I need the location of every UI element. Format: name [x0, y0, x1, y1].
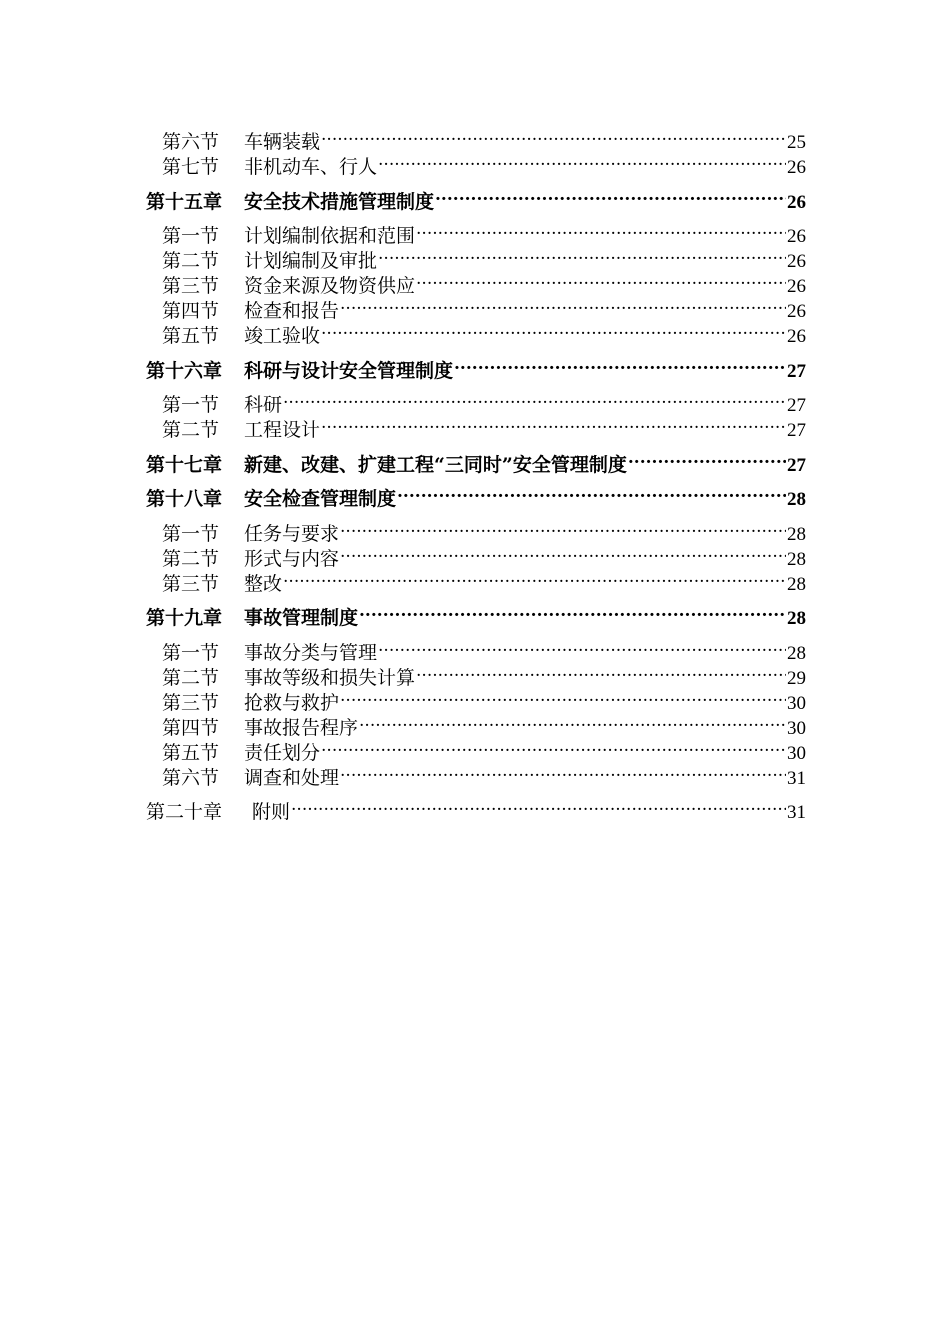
- toc-entry-label: 第五节: [162, 325, 220, 347]
- toc-entry-label: 第一节: [162, 642, 220, 664]
- toc-entry-label: 第二节: [162, 419, 220, 441]
- toc-entry-label: 第十八章: [146, 488, 223, 510]
- dot-leader: [283, 565, 786, 590]
- toc-entry-title: 安全技术措施管理制度: [244, 191, 435, 213]
- dot-leader: [628, 446, 786, 471]
- toc-entry-title: 安全检查管理制度: [244, 488, 397, 510]
- toc-entry-title: 事故报告程序: [244, 717, 359, 739]
- toc-entry-page: 26: [787, 157, 806, 178]
- toc-entry[interactable]: [162, 148, 806, 178]
- dot-leader: [359, 599, 786, 624]
- toc-entry-title: 整改: [244, 573, 283, 595]
- toc-entry-title: 附则: [252, 801, 291, 823]
- toc-entry-label: 第十五章: [146, 191, 223, 213]
- toc-entry-page: 31: [787, 802, 806, 823]
- toc-entry-title: 事故等级和损失计算: [244, 667, 416, 689]
- dot-leader: [340, 292, 786, 317]
- toc-chapter-entry[interactable]: [146, 793, 806, 823]
- toc-entry-title: 责任划分: [244, 742, 321, 764]
- toc-entry-title: 工程设计: [244, 419, 321, 441]
- toc-entry-label: 第三节: [162, 692, 220, 714]
- dot-leader: [416, 267, 786, 292]
- toc-entry[interactable]: [162, 734, 806, 764]
- toc-entry-page: 26: [787, 226, 806, 247]
- toc-entry-title: 形式与内容: [244, 548, 340, 570]
- toc-entry-page: 27: [787, 361, 806, 382]
- toc-entry-label: 第二十章: [146, 801, 223, 823]
- dot-leader: [340, 540, 786, 565]
- dot-leader: [283, 386, 786, 411]
- toc-entry-page: 26: [787, 192, 806, 213]
- dot-leader: [340, 759, 786, 784]
- toc-entry-page: 25: [787, 132, 806, 153]
- dot-leader: [397, 480, 786, 505]
- toc-chapter-entry[interactable]: [146, 480, 806, 510]
- toc-entry[interactable]: [162, 684, 806, 714]
- toc-chapter-entry[interactable]: [146, 352, 806, 382]
- toc-entry-label: 第四节: [162, 717, 220, 739]
- toc-chapter-entry[interactable]: [146, 446, 806, 476]
- dot-leader: [340, 515, 786, 540]
- toc-entry-label: 第三节: [162, 275, 220, 297]
- toc-entry-label: 第六节: [162, 131, 220, 153]
- toc-chapter-entry[interactable]: [146, 599, 806, 629]
- toc-entry-title: 抢救与救护: [244, 692, 340, 714]
- toc-entry[interactable]: [162, 709, 806, 739]
- toc-entry-page: 28: [787, 608, 806, 629]
- toc-entry-title: 车辆装载: [244, 131, 321, 153]
- dot-leader: [321, 317, 786, 342]
- toc-entry-title: 非机动车、行人: [244, 156, 378, 178]
- dot-leader: [321, 411, 786, 436]
- toc-entry-page: 30: [787, 718, 806, 739]
- toc-entry-page: 26: [787, 276, 806, 297]
- toc-entry-label: 第一节: [162, 225, 220, 247]
- toc-entry[interactable]: [162, 659, 806, 689]
- toc-entry[interactable]: [162, 565, 806, 595]
- dot-leader: [378, 634, 786, 659]
- toc-entry-title: 科研与设计安全管理制度: [244, 360, 454, 382]
- toc-entry[interactable]: [162, 217, 806, 247]
- toc-entry-label: 第十九章: [146, 607, 223, 629]
- toc-entry-title: 调查和处理: [244, 767, 340, 789]
- toc-entry-label: 第二节: [162, 548, 220, 570]
- toc-entry[interactable]: [162, 386, 806, 416]
- toc-entry-title: 计划编制依据和范围: [244, 225, 416, 247]
- toc-entry-page: 26: [787, 326, 806, 347]
- toc-entry-title: 竣工验收: [244, 325, 321, 347]
- toc-entry[interactable]: [162, 540, 806, 570]
- toc-entry-page: 26: [787, 251, 806, 272]
- dot-leader: [321, 123, 786, 148]
- toc-entry-label: 第七节: [162, 156, 220, 178]
- toc-entry-title: 计划编制及审批: [244, 250, 378, 272]
- toc-entry[interactable]: [162, 411, 806, 441]
- toc-entry-page: 29: [787, 668, 806, 689]
- dot-leader: [359, 709, 786, 734]
- toc-entry-label: 第四节: [162, 300, 220, 322]
- toc-entry-page: 28: [787, 524, 806, 545]
- toc-entry-label: 第六节: [162, 767, 220, 789]
- toc-entry-page: 27: [787, 395, 806, 416]
- toc-entry[interactable]: [162, 515, 806, 545]
- dot-leader: [378, 242, 786, 267]
- toc-entry-page: 31: [787, 768, 806, 789]
- toc-entry-page: 30: [787, 743, 806, 764]
- toc-entry[interactable]: [162, 242, 806, 272]
- toc-entry[interactable]: [162, 267, 806, 297]
- toc-entry-page: 28: [787, 489, 806, 510]
- toc-entry-title: 事故管理制度: [244, 607, 359, 629]
- dot-leader: [291, 793, 786, 818]
- toc-entry-label: 第五节: [162, 742, 220, 764]
- dot-leader: [340, 684, 786, 709]
- toc-entry-label: 第一节: [162, 394, 220, 416]
- toc-entry-title: 检查和报告: [244, 300, 340, 322]
- toc-entry-label: 第三节: [162, 573, 220, 595]
- toc-entry-title: 任务与要求: [244, 523, 340, 545]
- toc-entry-title: 资金来源及物资供应: [244, 275, 416, 297]
- toc-entry-label: 第十七章: [146, 454, 223, 476]
- dot-leader: [416, 659, 786, 684]
- toc-entry-page: 28: [787, 549, 806, 570]
- toc-entry-page: 26: [787, 301, 806, 322]
- toc-entry[interactable]: [162, 123, 806, 153]
- toc-entry[interactable]: [162, 317, 806, 347]
- toc-entry-title: 科研: [244, 394, 283, 416]
- toc-entry-title: 事故分类与管理: [244, 642, 378, 664]
- dot-leader: [454, 352, 786, 377]
- toc-entry-page: 27: [787, 455, 806, 476]
- toc-entry[interactable]: [162, 292, 806, 322]
- toc-entry-label: 第二节: [162, 250, 220, 272]
- toc-entry[interactable]: [162, 634, 806, 664]
- dot-leader: [435, 183, 786, 208]
- toc-entry-page: 28: [787, 574, 806, 595]
- toc-entry-page: 28: [787, 643, 806, 664]
- toc-entry-page: 30: [787, 693, 806, 714]
- toc-entry-label: 第十六章: [146, 360, 223, 382]
- dot-leader: [378, 148, 786, 173]
- dot-leader: [321, 734, 786, 759]
- dot-leader: [416, 217, 786, 242]
- toc-entry-label: 第二节: [162, 667, 220, 689]
- toc-entry-label: 第一节: [162, 523, 220, 545]
- toc-chapter-entry[interactable]: [146, 183, 806, 213]
- toc-entry-page: 27: [787, 420, 806, 441]
- toc-entry-title: 新建、改建、扩建工程“三同时”安全管理制度: [244, 454, 627, 476]
- toc-entry[interactable]: [162, 759, 806, 789]
